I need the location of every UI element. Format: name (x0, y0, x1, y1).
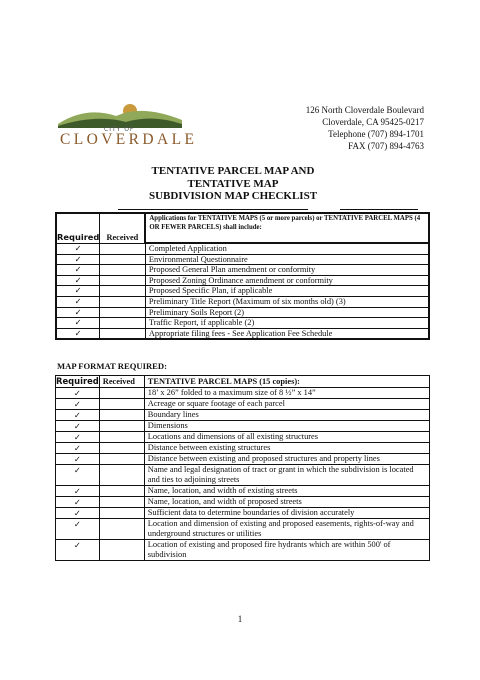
received-cell[interactable] (100, 275, 146, 286)
required-checkmark: ✓ (56, 508, 100, 519)
received-cell[interactable] (100, 296, 146, 307)
item-text: Name, location, and width of existing streets (144, 486, 429, 497)
received-cell[interactable] (99, 465, 144, 486)
required-checkmark: ✓ (56, 454, 100, 465)
title-line: SUBDIVISION MAP CHECKLIST (148, 190, 318, 202)
item-text: Sufficient data to determine boundaries of division accurately (144, 508, 429, 519)
table-row (56, 318, 429, 329)
item-text: Proposed Zoning Ordinance amendment or conformity (145, 275, 429, 286)
item-text: Environmental Questionnaire (145, 254, 429, 265)
signature-line-right (340, 209, 418, 210)
required-checkmark: ✓ (56, 318, 100, 329)
required-checkmark: ✓ (56, 286, 100, 297)
required-checkmark: ✓ (56, 497, 100, 508)
map-format-table (55, 375, 430, 561)
table-row (56, 254, 429, 265)
item-text: Location and dimension of existing and proposed easements, rights-of-way and underground structures or utilities (144, 519, 429, 540)
table-row (56, 540, 430, 561)
table-row (56, 399, 430, 410)
table-row (56, 275, 429, 286)
received-cell[interactable] (99, 432, 144, 443)
table-row (56, 508, 430, 519)
table-row (56, 497, 430, 508)
required-checkmark: ✓ (56, 275, 100, 286)
required-checkmark: ✓ (56, 519, 100, 540)
required-checkmark: ✓ (56, 265, 100, 276)
col-received: Received (100, 213, 146, 243)
address-line: 126 North Cloverdale Boulevard (305, 105, 424, 115)
received-cell[interactable] (99, 388, 144, 399)
required-checkmark: ✓ (56, 328, 100, 339)
received-cell[interactable] (99, 454, 144, 465)
received-cell[interactable] (100, 286, 146, 297)
item-text: Location of existing and proposed fire hydrants which are within 500' of subdivision (144, 540, 429, 561)
received-cell[interactable] (99, 443, 144, 454)
required-checkmark: ✓ (56, 443, 100, 454)
col-applications: Applications for TENTATIVE MAPS (5 or more parcels) or TENTATIVE PARCEL MAPS (4 OR FEWER PARCELS) shall include: (145, 213, 429, 243)
applications-rows (56, 243, 429, 339)
received-cell[interactable] (99, 508, 144, 519)
required-checkmark: ✓ (56, 421, 100, 432)
table-header-row (56, 376, 430, 388)
required-checkmark: ✓ (56, 388, 100, 399)
required-checkmark: ✓ (56, 410, 100, 421)
item-text: Completed Application (145, 243, 429, 254)
required-checkmark: ✓ (56, 243, 100, 254)
table-row (56, 286, 429, 297)
required-checkmark: ✓ (56, 465, 100, 486)
received-cell[interactable] (99, 399, 144, 410)
required-checkmark: ✓ (56, 540, 100, 561)
table-header-row (56, 213, 429, 243)
logo-cloverdale: CLOVERDALE (60, 131, 198, 148)
table-row (56, 443, 430, 454)
title-line: TENTATIVE MAP (187, 177, 279, 190)
required-checkmark: ✓ (56, 307, 100, 318)
item-text: Name and legal designation of tract or grant in which the subdivision is located and ties to adjoining streets (144, 465, 429, 486)
item-text: Name, location, and width of proposed streets (144, 497, 429, 508)
item-text: Appropriate filing fees - See Application Fee Schedule (145, 328, 429, 339)
table-row (56, 265, 429, 276)
received-cell[interactable] (100, 307, 146, 318)
table-row (56, 243, 429, 254)
required-checkmark: ✓ (56, 296, 100, 307)
received-cell[interactable] (99, 410, 144, 421)
required-checkmark: ✓ (56, 399, 100, 410)
title-line: TENTATIVE PARCEL MAP AND (151, 165, 315, 177)
item-text: Acreage or square footage of each parcel (144, 399, 429, 410)
required-checkmark: ✓ (56, 432, 100, 443)
table-row (56, 421, 430, 432)
item-text: Distance between existing structures (144, 443, 429, 454)
item-text: Dimensions (144, 421, 429, 432)
logo-city-of: CITY OF (104, 126, 135, 133)
item-text: Preliminary Title Report (Maximum of six months old) (3) (145, 296, 429, 307)
col-required: Required (56, 213, 100, 243)
received-cell[interactable] (100, 243, 146, 254)
item-text: Preliminary Soils Report (2) (145, 307, 429, 318)
table-row (56, 432, 430, 443)
required-checkmark: ✓ (56, 254, 100, 265)
item-text: Locations and dimensions of all existing structures (144, 432, 429, 443)
received-cell[interactable] (99, 486, 144, 497)
table-row (56, 388, 430, 399)
item-text: Proposed Specific Plan, if applicable (145, 286, 429, 297)
item-text: Traffic Report, if applicable (2) (145, 318, 429, 329)
received-cell[interactable] (100, 254, 146, 265)
received-cell[interactable] (100, 265, 146, 276)
table-row (56, 465, 430, 486)
map-format-rows (56, 388, 430, 561)
table-row (56, 410, 430, 421)
col-received: Received (99, 376, 144, 388)
received-cell[interactable] (99, 519, 144, 540)
received-cell[interactable] (99, 497, 144, 508)
required-checkmark: ✓ (56, 486, 100, 497)
item-text: 18’ x 26” folded to a maximum size of 8 ½” x 14” (144, 388, 429, 399)
received-cell[interactable] (99, 421, 144, 432)
item-text: Proposed General Plan amendment or conformity (145, 265, 429, 276)
received-cell[interactable] (100, 328, 146, 339)
item-text: Distance between existing and proposed structures and property lines (144, 454, 429, 465)
table-row (56, 307, 429, 318)
item-text: Boundary lines (144, 410, 429, 421)
signature-line-left (118, 209, 308, 210)
table-row (56, 519, 430, 540)
applications-table (55, 212, 430, 340)
col-title: TENTATIVE PARCEL MAPS (15 copies): (144, 376, 429, 388)
phone-line: Telephone (707) 894-1701 (328, 129, 424, 139)
address-block (306, 104, 424, 152)
section-heading: MAP FORMAT REQUIRED: (57, 361, 167, 371)
page-number: 1 (237, 614, 243, 624)
table-row (56, 454, 430, 465)
table-row (56, 486, 430, 497)
address-line: Cloverdale, CA 95425-0217 (322, 117, 424, 127)
page-title (118, 165, 348, 203)
fax-line: FAX (707) 894-4763 (348, 141, 424, 151)
table-row (56, 328, 429, 339)
received-cell[interactable] (100, 318, 146, 329)
table-row (56, 296, 429, 307)
col-required: Required (56, 376, 99, 386)
received-cell[interactable] (99, 540, 144, 561)
